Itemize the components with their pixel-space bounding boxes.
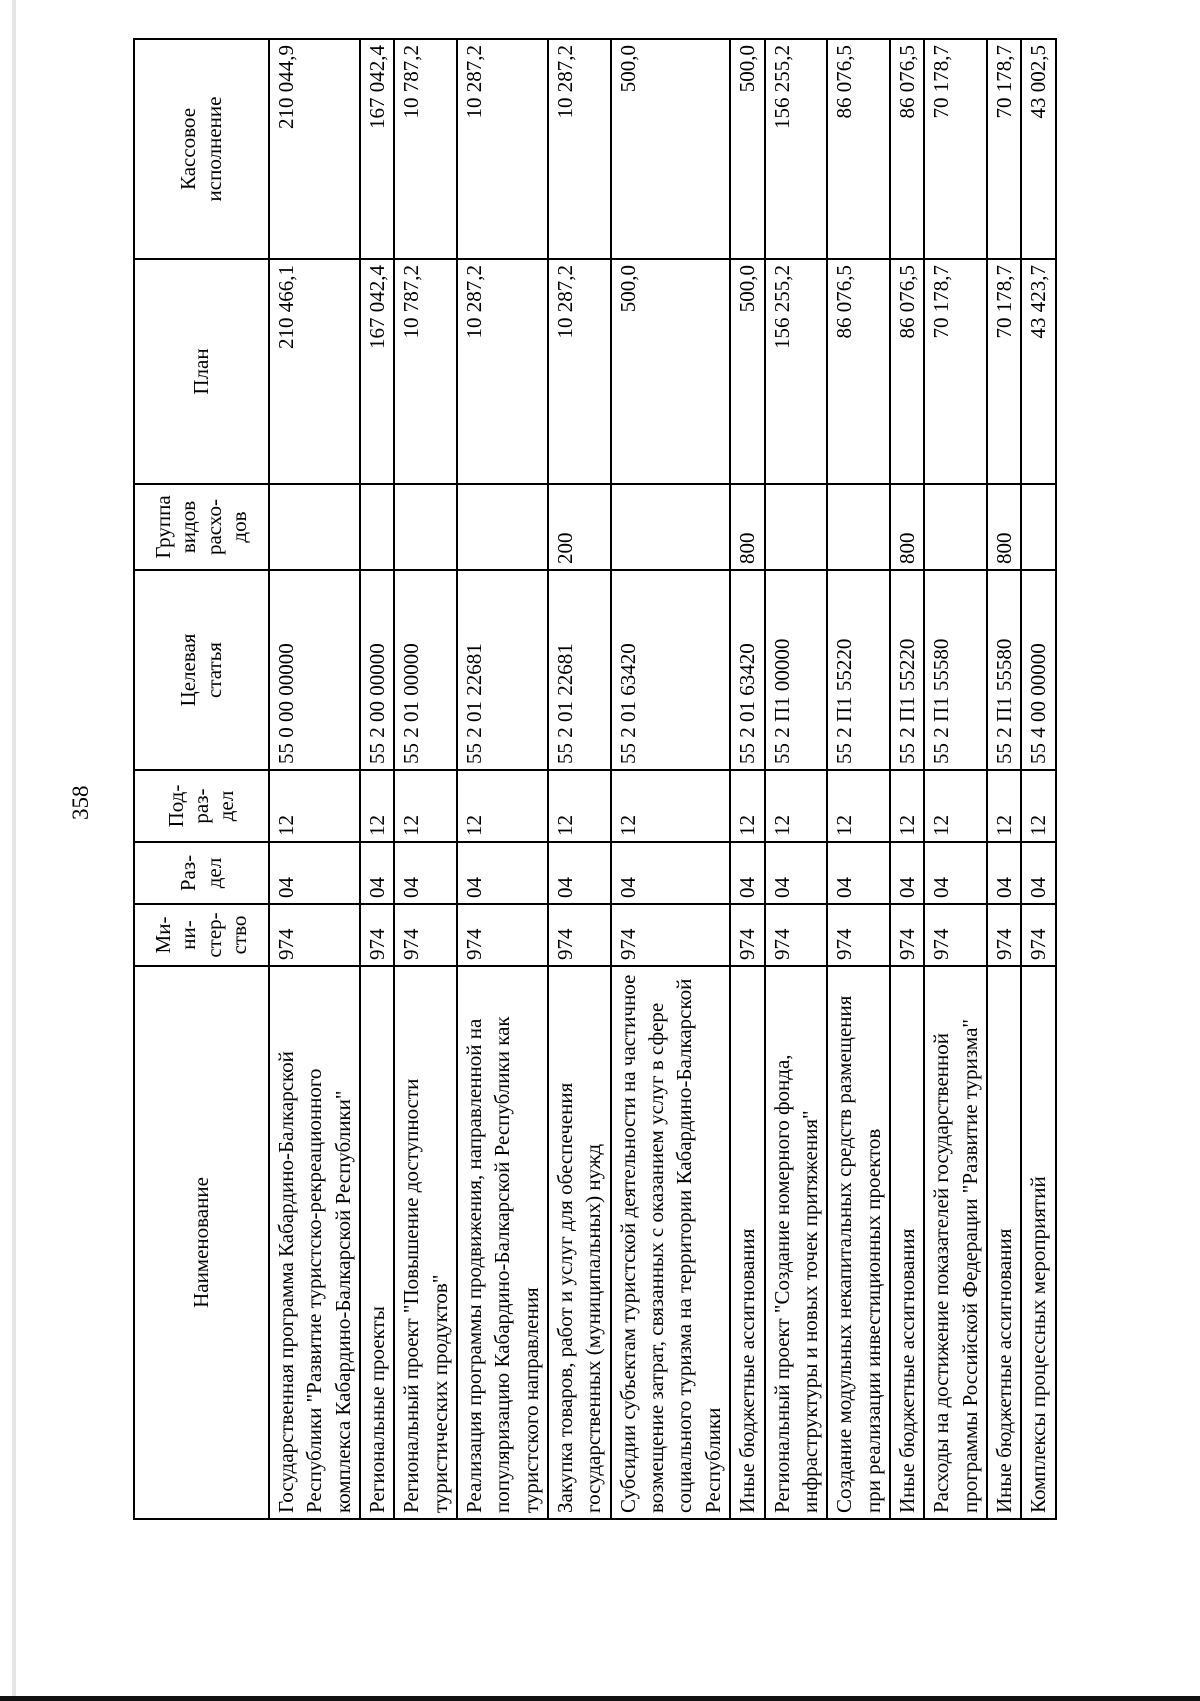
cell-group: 800 bbox=[730, 484, 764, 570]
table-row bbox=[924, 39, 987, 1519]
header-ministry: Ми- ни- стер- ство bbox=[134, 904, 269, 966]
header-cash: Кассовое исполнение bbox=[134, 39, 269, 259]
table-row bbox=[394, 39, 457, 1519]
cell-ministry: 974 bbox=[765, 904, 828, 966]
cell-ministry: 974 bbox=[827, 904, 890, 966]
cell-section: 04 bbox=[765, 842, 828, 904]
cell-target: 55 2 П1 55220 bbox=[890, 570, 924, 770]
cell-section: 04 bbox=[1021, 842, 1055, 904]
cell-target: 55 2 П1 55580 bbox=[924, 570, 987, 770]
cell-cash: 500,0 bbox=[611, 39, 730, 259]
cell-subsection: 12 bbox=[924, 770, 987, 842]
table-row bbox=[360, 39, 394, 1519]
cell-plan: 43 423,7 bbox=[1021, 259, 1055, 484]
cell-target: 55 2 01 22681 bbox=[457, 570, 548, 770]
cell-plan: 86 076,5 bbox=[890, 259, 924, 484]
cell-subsection: 12 bbox=[827, 770, 890, 842]
cell-group bbox=[269, 484, 360, 570]
budget-table bbox=[133, 38, 1057, 1520]
cell-ministry: 974 bbox=[360, 904, 394, 966]
cell-plan: 10 287,2 bbox=[548, 259, 611, 484]
cell-plan: 70 178,7 bbox=[924, 259, 987, 484]
cell-ministry: 974 bbox=[890, 904, 924, 966]
table-header-row bbox=[134, 39, 269, 1519]
cell-target: 55 2 01 63420 bbox=[611, 570, 730, 770]
cell-target: 55 2 00 00000 bbox=[360, 570, 394, 770]
cell-cash: 70 178,7 bbox=[987, 39, 1021, 259]
cell-plan: 167 042,4 bbox=[360, 259, 394, 484]
table-row bbox=[890, 39, 924, 1519]
cell-section: 04 bbox=[360, 842, 394, 904]
cell-subsection: 12 bbox=[765, 770, 828, 842]
cell-subsection: 12 bbox=[890, 770, 924, 842]
cell-cash: 210 044,9 bbox=[269, 39, 360, 259]
cell-subsection: 12 bbox=[360, 770, 394, 842]
cell-cash: 10 787,2 bbox=[394, 39, 457, 259]
cell-section: 04 bbox=[269, 842, 360, 904]
cell-name: Создание модульных некапитальных средств размещения при реализации инвестиционных проектов bbox=[827, 966, 890, 1519]
table-row bbox=[987, 39, 1021, 1519]
cell-name: Комплексы процессных мероприятий bbox=[1021, 966, 1055, 1519]
cell-section: 04 bbox=[457, 842, 548, 904]
cell-section: 04 bbox=[890, 842, 924, 904]
cell-subsection: 12 bbox=[269, 770, 360, 842]
cell-name: Региональный проект "Повышение доступности туристических продуктов" bbox=[394, 966, 457, 1519]
cell-section: 04 bbox=[394, 842, 457, 904]
cell-name: Субсидии субъектам туристской деятельности на частичное возмещение затрат, связанных с оказанием услуг в сфере социального туризма на территории Кабардино-Балкарской Республики bbox=[611, 966, 730, 1519]
cell-group bbox=[360, 484, 394, 570]
cell-target: 55 2 П1 00000 bbox=[765, 570, 828, 770]
cell-target: 55 2 01 22681 bbox=[548, 570, 611, 770]
cell-cash: 86 076,5 bbox=[890, 39, 924, 259]
cell-cash: 70 178,7 bbox=[924, 39, 987, 259]
cell-section: 04 bbox=[987, 842, 1021, 904]
cell-group bbox=[827, 484, 890, 570]
cell-section: 04 bbox=[611, 842, 730, 904]
cell-cash: 43 002,5 bbox=[1021, 39, 1055, 259]
cell-name: Закупка товаров, работ и услуг для обеспечения государственных (муниципальных) нужд bbox=[548, 966, 611, 1519]
cell-name: Расходы на достижение показателей государственной программы Российской Федерации "Развитие туризма" bbox=[924, 966, 987, 1519]
table-row bbox=[457, 39, 548, 1519]
table-row bbox=[765, 39, 828, 1519]
cell-plan: 210 466,1 bbox=[269, 259, 360, 484]
cell-name: Иные бюджетные ассигнования bbox=[730, 966, 764, 1519]
cell-subsection: 12 bbox=[394, 770, 457, 842]
cell-ministry: 974 bbox=[269, 904, 360, 966]
cell-ministry: 974 bbox=[457, 904, 548, 966]
page-number: 358 bbox=[68, 785, 93, 820]
table-row bbox=[269, 39, 360, 1519]
cell-section: 04 bbox=[730, 842, 764, 904]
cell-name: Региональный проект "Создание номерного фонда, инфраструктуры и новых точек притяжения" bbox=[765, 966, 828, 1519]
scan-bottom-edge bbox=[0, 1696, 1200, 1701]
cell-group: 200 bbox=[548, 484, 611, 570]
header-target: Целевая статья bbox=[134, 570, 269, 770]
cell-target: 55 2 01 00000 bbox=[394, 570, 457, 770]
cell-subsection: 12 bbox=[457, 770, 548, 842]
table-row bbox=[827, 39, 890, 1519]
cell-plan: 10 287,2 bbox=[457, 259, 548, 484]
header-group: Группа видов расхо- дов bbox=[134, 484, 269, 570]
header-name: Наименование bbox=[134, 966, 269, 1519]
cell-ministry: 974 bbox=[1021, 904, 1055, 966]
cell-ministry: 974 bbox=[548, 904, 611, 966]
cell-target: 55 2 01 63420 bbox=[730, 570, 764, 770]
cell-group bbox=[457, 484, 548, 570]
cell-target: 55 4 00 00000 bbox=[1021, 570, 1055, 770]
table-row bbox=[730, 39, 764, 1519]
cell-cash: 500,0 bbox=[730, 39, 764, 259]
cell-target: 55 2 П1 55220 bbox=[827, 570, 890, 770]
cell-group bbox=[611, 484, 730, 570]
cell-cash: 156 255,2 bbox=[765, 39, 828, 259]
cell-subsection: 12 bbox=[548, 770, 611, 842]
cell-section: 04 bbox=[924, 842, 987, 904]
cell-subsection: 12 bbox=[987, 770, 1021, 842]
cell-subsection: 12 bbox=[611, 770, 730, 842]
cell-name: Иные бюджетные ассигнования bbox=[987, 966, 1021, 1519]
table-row bbox=[611, 39, 730, 1519]
cell-cash: 86 076,5 bbox=[827, 39, 890, 259]
rotated-table-wrapper bbox=[133, 40, 1051, 1520]
cell-ministry: 974 bbox=[924, 904, 987, 966]
cell-group bbox=[765, 484, 828, 570]
cell-target: 55 0 00 00000 bbox=[269, 570, 360, 770]
table-row bbox=[548, 39, 611, 1519]
cell-section: 04 bbox=[548, 842, 611, 904]
cell-group: 800 bbox=[890, 484, 924, 570]
header-section: Раз- дел bbox=[134, 842, 269, 904]
cell-ministry: 974 bbox=[730, 904, 764, 966]
cell-ministry: 974 bbox=[987, 904, 1021, 966]
cell-ministry: 974 bbox=[611, 904, 730, 966]
cell-plan: 500,0 bbox=[730, 259, 764, 484]
cell-plan: 86 076,5 bbox=[827, 259, 890, 484]
cell-ministry: 974 bbox=[394, 904, 457, 966]
header-subsection: Под- раз- дел bbox=[134, 770, 269, 842]
cell-name: Иные бюджетные ассигнования bbox=[890, 966, 924, 1519]
cell-subsection: 12 bbox=[730, 770, 764, 842]
cell-cash: 167 042,4 bbox=[360, 39, 394, 259]
cell-group: 800 bbox=[987, 484, 1021, 570]
header-plan: План bbox=[134, 259, 269, 484]
table-row bbox=[1021, 39, 1055, 1519]
cell-plan: 156 255,2 bbox=[765, 259, 828, 484]
cell-cash: 10 287,2 bbox=[457, 39, 548, 259]
cell-plan: 70 178,7 bbox=[987, 259, 1021, 484]
cell-plan: 500,0 bbox=[611, 259, 730, 484]
cell-section: 04 bbox=[827, 842, 890, 904]
cell-plan: 10 787,2 bbox=[394, 259, 457, 484]
cell-name: Региональные проекты bbox=[360, 966, 394, 1519]
cell-group bbox=[1021, 484, 1055, 570]
cell-name: Реализация программы продвижения, направленной на популяризацию Кабардино-Балкарской Республики как туристского направления bbox=[457, 966, 548, 1519]
cell-cash: 10 287,2 bbox=[548, 39, 611, 259]
cell-name: Государственная программа Кабардино-Балкарской Республики "Развитие туристско-рекреационного комплекса Кабардино-Балкарской Республики" bbox=[269, 966, 360, 1519]
cell-group bbox=[394, 484, 457, 570]
cell-subsection: 12 bbox=[1021, 770, 1055, 842]
cell-group bbox=[924, 484, 987, 570]
cell-target: 55 2 П1 55580 bbox=[987, 570, 1021, 770]
scan-edge-line bbox=[12, 0, 16, 1701]
